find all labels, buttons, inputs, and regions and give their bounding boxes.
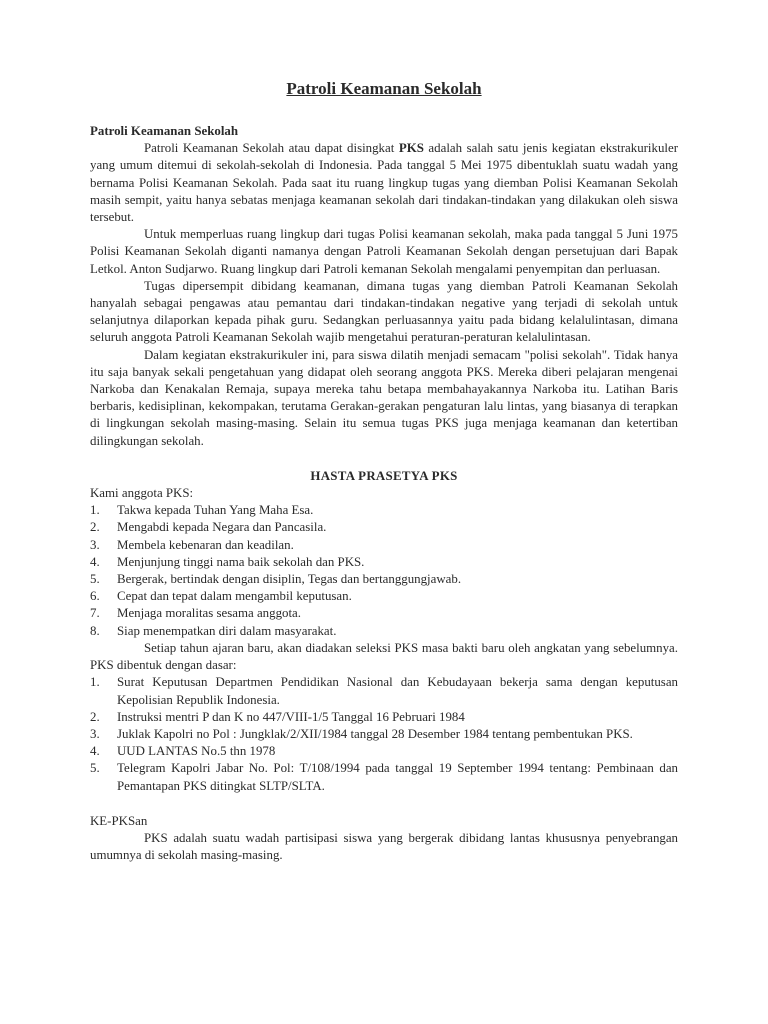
list-item xyxy=(90,502,678,519)
list-item xyxy=(90,726,678,743)
hasta-prasetya-heading: HASTA PRASETYA PKS xyxy=(310,468,458,483)
list-item xyxy=(90,760,678,794)
list-item xyxy=(90,674,678,708)
list-text: Mengabdi kepada Negara dan Pancasila. xyxy=(117,520,327,535)
list-number: 6. xyxy=(90,589,100,604)
hasta-intro: Kami anggota PKS: xyxy=(90,486,194,501)
list-item xyxy=(90,519,678,536)
list-item xyxy=(90,623,678,640)
pks-abbreviation: PKS xyxy=(398,141,424,156)
list-number: 2. xyxy=(90,709,100,724)
intro-paragraph xyxy=(90,140,678,226)
list-text: Menjunjung tinggi nama baik sekolah dan PKS. xyxy=(117,554,365,569)
list-item xyxy=(90,571,678,588)
list-text: Cepat dan tepat dalam mengambil keputusan. xyxy=(117,589,352,604)
legal-basis-list xyxy=(90,674,678,794)
list-item xyxy=(90,743,678,760)
list-text: Takwa kepada Tuhan Yang Maha Esa. xyxy=(117,503,314,518)
list-text: Telegram Kapolri Jabar No. Pol: T/108/1994 pada tanggal 19 September 1994 tentang: Pembinaan dan Pemantapan PKS ditingkat SLTP/SLTA. xyxy=(117,761,678,793)
selection-paragraph: Setiap tahun ajaran baru, akan diadakan seleksi PKS masa bakti baru oleh angkatan yang sebelumnya. PKS dibentuk dengan dasar: xyxy=(90,640,678,673)
body-paragraph: Tugas dipersempit dibidang keamanan, dimana tugas yang diemban Patroli Keamanan Sekolah hanyalah sebagai pengawas atau pemantau dari tindakan-tindakan negative yang terjadi di sekolah untuk selanjutnya dilaporkan kepada pihak guru. Sedangkan perluasannya yaitu pada bidang kelalulintasan, dimana seluruh anggota Patroli Keamanan Sekolah wajib mengetahui peraturan-peraturan kelalulintasan. xyxy=(90,278,678,345)
list-text: Bergerak, bertindak dengan disiplin, Tegas dan bertanggungjawab. xyxy=(117,572,462,587)
list-text: Membela kebenaran dan keadilan. xyxy=(117,537,294,552)
list-number: 7. xyxy=(90,606,100,621)
document-title: Patroli Keamanan Sekolah xyxy=(286,79,482,98)
hasta-prasetya-list xyxy=(90,502,678,640)
list-number: 8. xyxy=(90,623,100,638)
list-text: Menjaga moralitas sesama anggota. xyxy=(117,606,301,621)
intro-text-before: Patroli Keamanan Sekolah atau dapat disingkat xyxy=(144,141,399,156)
list-number: 5. xyxy=(90,761,100,776)
intro-text-after: adalah salah satu jenis kegiatan ekstrakurikuler yang umum ditemui di sekolah-sekolah di Indonesia. Pada tanggal 5 Mei 1975 dibentuklah suatu wadah yang bernama Polisi Keamanan Sekolah. Pada saat itu ruang lingkup tugas yang diemban Polisi Keamanan Sekolah masih sempit, yaitu hanya sebatas menjaga keamanan sekolah dari tindakan-tindakan yang dilakukan oleh siswa tersebut. xyxy=(90,141,678,225)
list-text: Instruksi mentri P dan K no 447/VIII-1/5 Tanggal 16 Pebruari 1984 xyxy=(117,709,465,724)
list-number: 4. xyxy=(90,554,100,569)
list-text: Surat Keputusan Departmen Pendidikan Nasional dan Kebudayaan bekerja sama dengan keputusan Kepolisian Republik Indonesia. xyxy=(117,675,678,707)
list-number: 4. xyxy=(90,744,100,759)
body-paragraph: Dalam kegiatan ekstrakurikuler ini, para siswa dilatih menjadi semacam "polisi sekolah". Tidak hanya itu saja banyak sekali pengetahuan yang didapat oleh seorang anggota PKS. Mereka diberi pelajaran mengenai Narkoba dan Kenakalan Remaja, supaya mereka tahu betapa membahayakannya Narkoba itu. Latihan Baris berbaris, kedisiplinan, kekompakan, terutama Gerakan-gerakan pengaturan lalu lintas, yang biasanya di terapkan di lingkungan sekolah masing-masing. Selain itu semua tugas PKS juga menjaga keamanan dan ketertiban dilingkungan sekolah. xyxy=(90,347,678,448)
list-item xyxy=(90,605,678,622)
list-text: UUD LANTAS No.5 thn 1978 xyxy=(117,744,276,759)
list-item xyxy=(90,588,678,605)
list-item xyxy=(90,709,678,726)
list-item xyxy=(90,537,678,554)
list-number: 1. xyxy=(90,675,100,690)
kepksan-heading: KE-PKSan xyxy=(90,813,148,828)
list-number: 5. xyxy=(90,572,100,587)
document-page xyxy=(90,78,678,864)
list-text: Siap menempatkan diri dalam masyarakat. xyxy=(117,623,337,638)
body-paragraph: Untuk memperluas ruang lingkup dari tugas Polisi keamanan sekolah, maka pada tanggal 5 Juni 1975 Polisi Keamanan Sekolah diganti namanya dengan Patroli Keamanan Sekolah dengan persetujuan dari Bapak Letkol. Anton Sudjarwo. Ruang lingkup dari Patroli kemanan Sekolah mengalami penyempitan dan perluasan. xyxy=(90,227,678,276)
list-number: 1. xyxy=(90,503,100,518)
kepksan-paragraph: PKS adalah suatu wadah partisipasi siswa yang bergerak dibidang lantas khususnya penyebrangan umumnya di sekolah masing-masing. xyxy=(90,830,678,863)
list-item xyxy=(90,554,678,571)
section-heading: Patroli Keamanan Sekolah xyxy=(90,124,239,138)
list-number: 3. xyxy=(90,726,100,741)
list-text: Juklak Kapolri no Pol : Jungklak/2/XII/1984 tanggal 28 Desember 1984 tentang pembentukan PKS. xyxy=(117,726,633,741)
list-number: 3. xyxy=(90,537,100,552)
list-number: 2. xyxy=(90,520,100,535)
